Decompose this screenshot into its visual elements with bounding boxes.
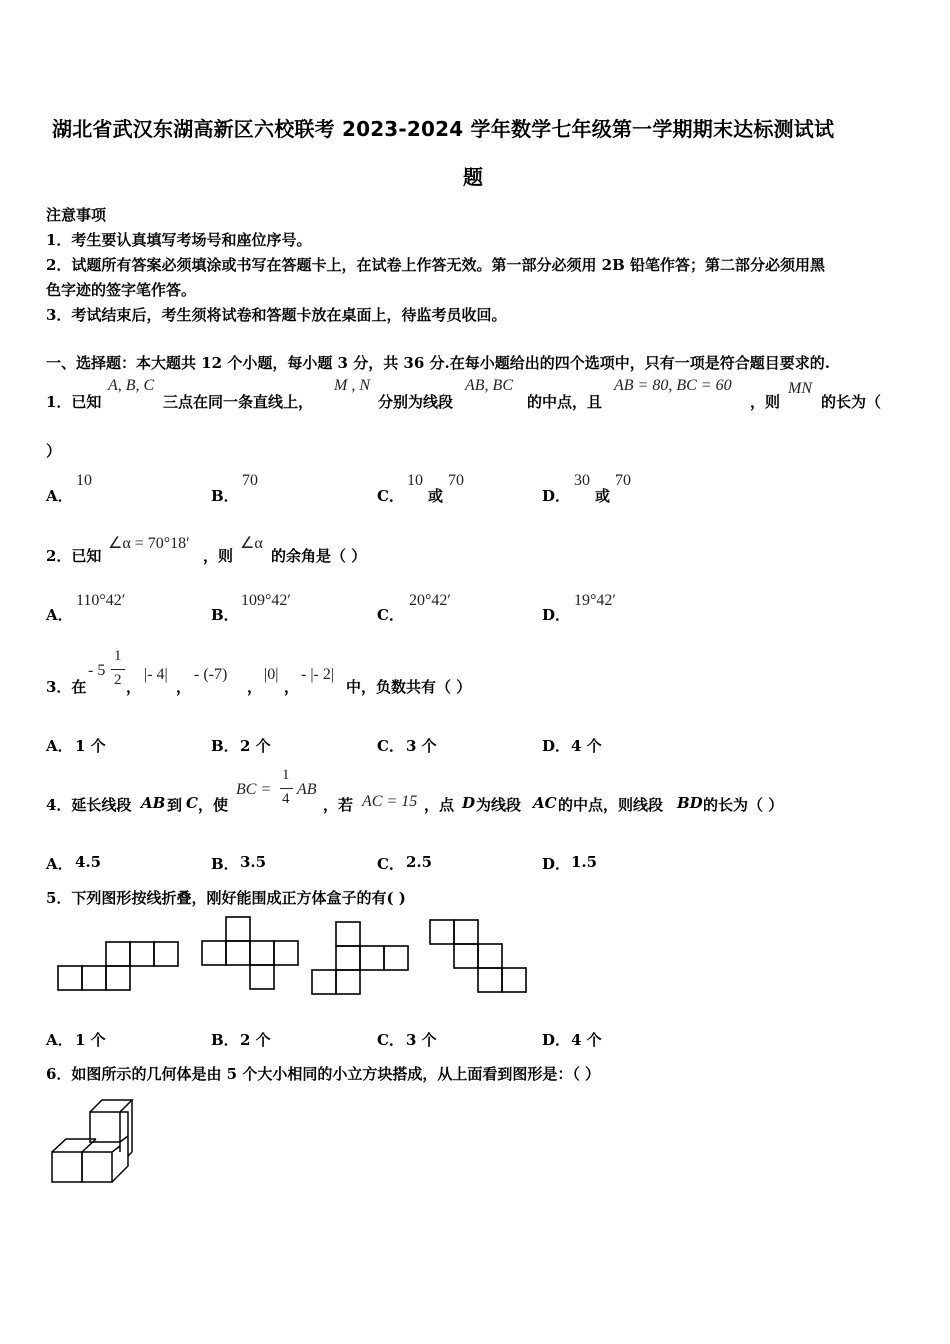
cube-nets-figure xyxy=(50,912,540,1004)
q1-option-value: 10 xyxy=(76,472,92,489)
q5-option-value: 3 个 xyxy=(406,1031,437,1049)
notes-heading: 注意事项 xyxy=(46,206,107,224)
q4-math-ac: AC = 15 xyxy=(362,793,418,810)
q4-option[interactable]: C． xyxy=(377,855,404,873)
section-heading: 一、选择题：本大题共 12 个小题，每小题 3 分，共 36 分.在每小题给出的四个选项中，只有一项是符合题目要求的. xyxy=(46,354,830,372)
q3-frac-den: 2 xyxy=(114,672,122,688)
note-item: 1．考生要认真填写考场号和座位序号。 xyxy=(46,231,312,249)
cube-net-3 xyxy=(312,922,408,994)
q4-option[interactable]: D． xyxy=(542,855,571,873)
q2-option-label[interactable]: B． xyxy=(211,606,239,624)
q4-math-ab: AB xyxy=(297,781,317,798)
q1-math-points: A, B, C xyxy=(108,377,155,394)
q4-text: ，使 xyxy=(198,796,229,814)
q4-option[interactable]: A． xyxy=(46,855,73,873)
q4-d: D xyxy=(462,794,476,812)
q5-option[interactable]: B． xyxy=(211,1031,239,1049)
q5-option[interactable]: D． xyxy=(542,1031,571,1049)
q5-text: 5．下列图形按线折叠，刚好能围成正方体盒子的有( ) xyxy=(46,889,406,907)
q3-expr-neg-neg7: - (-7) xyxy=(194,666,228,683)
q2-option-label[interactable]: D． xyxy=(542,606,571,624)
note-item: 2．试题所有答案必须填涂或书写在答题卡上，在试卷上作答无效。第一部分必须用 2B 铅笔作答；第二部分必须用黑 xyxy=(46,256,826,274)
q1-option-or: 或 xyxy=(428,487,444,505)
q1-option-label[interactable]: A． xyxy=(46,487,73,505)
q2-math-angle: ∠α = 70°18′ xyxy=(108,535,190,552)
q2-option-value: 109°42′ xyxy=(241,592,291,609)
q4-text: 的长为（ ） xyxy=(703,796,784,814)
q3-option-value: 3 个 xyxy=(406,737,437,755)
q4-ab: AB xyxy=(141,794,166,812)
q3-option[interactable]: A． xyxy=(46,737,73,755)
q1-text: ，则 xyxy=(750,393,781,411)
q1-option-value: 70 xyxy=(242,472,258,489)
q5-option[interactable]: A． xyxy=(46,1031,73,1049)
cube-stack-figure xyxy=(44,1094,144,1190)
q4-frac-num: 1 xyxy=(282,767,290,783)
q2-option-value: 110°42′ xyxy=(76,592,126,609)
q3-frac-bar xyxy=(111,669,125,670)
q2-option-value: 19°42′ xyxy=(574,592,616,609)
q4-option-value: 4.5 xyxy=(75,853,102,871)
q4-number: 4．延长线段 xyxy=(46,796,132,814)
q3-sep: ， xyxy=(284,678,300,696)
q1-math-mn: M , N xyxy=(334,377,370,394)
q3-frac-num: 1 xyxy=(114,648,122,664)
note-item: 色字迹的签字笔作答。 xyxy=(46,281,197,299)
q3-sep: ， xyxy=(176,678,192,696)
q1-text: 分别为线段 xyxy=(378,393,454,411)
q1-option-value: 70 xyxy=(448,472,464,489)
q1-number: 1．已知 xyxy=(46,393,102,411)
q1-option-value: 10 xyxy=(407,472,423,489)
cube-net-4 xyxy=(430,920,526,992)
q3-expr-mixed-sign: - 5 xyxy=(88,662,106,679)
q1-math-segments: AB, BC xyxy=(465,377,513,394)
q4-math-bc: BC = xyxy=(236,781,272,798)
q2-number: 2．已知 xyxy=(46,547,102,565)
q3-option-value: 4 个 xyxy=(571,737,602,755)
q5-option-value: 2 个 xyxy=(240,1031,271,1049)
q3-number: 3．在 xyxy=(46,678,87,696)
q3-expr-neg-abs2: - |- 2| xyxy=(301,666,335,683)
q4-text: 为线段 xyxy=(476,796,522,814)
q4-frac-bar xyxy=(280,788,293,789)
q4-option-value: 3.5 xyxy=(240,853,267,871)
q3-expr-abs-neg4: |- 4| xyxy=(144,666,168,683)
q1-option-label[interactable]: D． xyxy=(542,487,571,505)
q4-text: 到 xyxy=(167,796,183,814)
cube-net-2 xyxy=(202,917,298,989)
q4-text: ，点 xyxy=(424,796,455,814)
note-item: 3．考试结束后，考生须将试卷和答题卡放在桌面上，待监考员收回。 xyxy=(46,306,507,324)
cube-net-1 xyxy=(58,942,178,990)
q1-math-lengths: AB = 80, BC = 60 xyxy=(614,377,732,394)
q2-text: 的余角是（ ） xyxy=(271,547,367,565)
q1-option-label[interactable]: C． xyxy=(377,487,404,505)
q1-option-label[interactable]: B． xyxy=(211,487,239,505)
q1-option-or: 或 xyxy=(595,487,611,505)
q4-option-value: 1.5 xyxy=(571,853,598,871)
q5-option-value: 1 个 xyxy=(75,1031,106,1049)
page-title: 湖北省武汉东湖高新区六校联考 2023-2024 学年数学七年级第一学期期末达标测试试 xyxy=(52,117,835,141)
q4-text: ，若 xyxy=(323,796,354,814)
q3-option-value: 1 个 xyxy=(75,737,106,755)
q6-text: 6．如图所示的几何体是由 5 个大小相同的小立方块搭成，从上面看到图形是：（ ） xyxy=(46,1065,601,1083)
q2-option-value: 20°42′ xyxy=(409,592,451,609)
q2-text: ，则 xyxy=(203,547,234,565)
q1-math-target: MN xyxy=(788,380,812,397)
q1-text: 的中点，且 xyxy=(527,393,603,411)
q4-frac-den: 4 xyxy=(282,791,290,807)
q3-text: 中，负数共有（ ） xyxy=(346,678,472,696)
q3-sep: ， xyxy=(126,678,142,696)
q5-option[interactable]: C． xyxy=(377,1031,404,1049)
q3-option[interactable]: C． xyxy=(377,737,404,755)
page-title-continued: 题 xyxy=(463,165,484,189)
q4-ac: AC xyxy=(533,794,557,812)
q3-option-value: 2 个 xyxy=(240,737,271,755)
q1-option-value: 30 xyxy=(574,472,590,489)
q1-option-value: 70 xyxy=(615,472,631,489)
q2-math-alpha: ∠α xyxy=(240,535,263,552)
q4-option[interactable]: B． xyxy=(211,855,239,873)
q5-option-value: 4 个 xyxy=(571,1031,602,1049)
q3-option[interactable]: B． xyxy=(211,737,239,755)
q3-expr-abs0: |0| xyxy=(264,666,279,683)
q1-close-paren: ） xyxy=(46,442,62,460)
q2-option-label[interactable]: A． xyxy=(46,606,73,624)
q1-text: 的长为（ xyxy=(821,393,882,411)
q4-text: 的中点，则线段 xyxy=(558,796,664,814)
q4-option-value: 2.5 xyxy=(406,853,433,871)
q2-option-label[interactable]: C． xyxy=(377,606,404,624)
q3-option[interactable]: D． xyxy=(542,737,571,755)
q4-c: C xyxy=(186,794,198,812)
q1-text: 三点在同一条直线上， xyxy=(163,393,314,411)
q4-bd: BD xyxy=(677,794,703,812)
q3-sep: ， xyxy=(247,678,263,696)
